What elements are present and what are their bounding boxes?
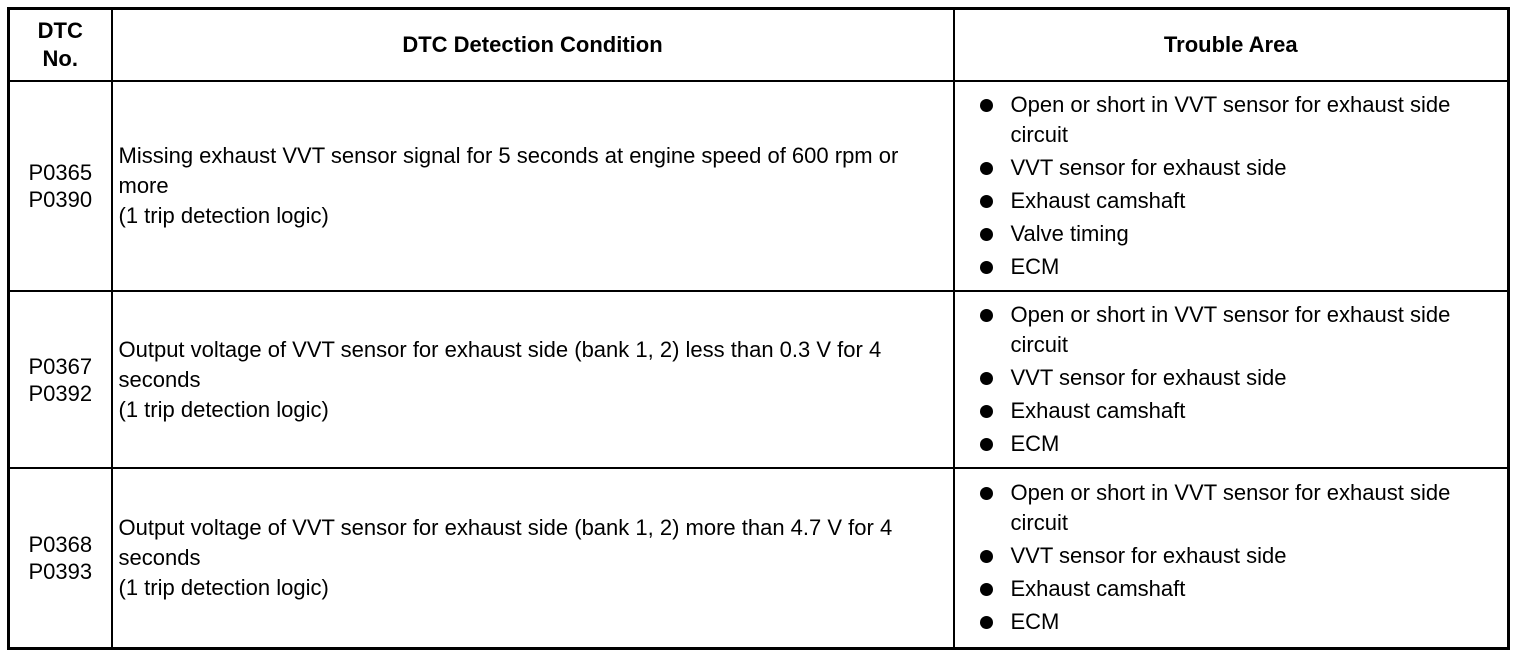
dtc-code-cell [9, 291, 112, 468]
bullet-icon [980, 162, 993, 175]
list-item [977, 219, 1500, 249]
list-item [977, 363, 1500, 393]
dtc-code: P0365 [28, 160, 93, 185]
list-item [977, 574, 1500, 604]
list-item [977, 186, 1500, 216]
trouble-area-text: Open or short in VVT sensor for exhaust side circuit [1010, 301, 1451, 357]
dtc-code: P0393 [28, 559, 93, 584]
trouble-area-list [977, 90, 1500, 282]
dtc-code: P0390 [28, 187, 93, 212]
bullet-icon [980, 99, 993, 112]
trouble-area-text: VVT sensor for exhaust side [1010, 154, 1287, 180]
bullet-icon [980, 438, 993, 451]
trouble-area-cell [954, 291, 1509, 468]
dtc-code: P0367 [28, 353, 93, 379]
trouble-area-text: VVT sensor for exhaust side [1010, 364, 1287, 390]
list-item [977, 153, 1500, 183]
detection-condition-cell [112, 468, 954, 649]
list-item [977, 541, 1500, 571]
trouble-area-text: ECM [1010, 430, 1060, 456]
table-row [9, 291, 1509, 468]
list-item [977, 252, 1500, 282]
bullet-icon [980, 228, 993, 241]
dtc-code-cell [9, 468, 112, 649]
condition-logic: (1 trip detection logic) [118, 575, 329, 600]
detection-condition-cell [112, 81, 954, 291]
bullet-icon [980, 550, 993, 563]
trouble-area-text: VVT sensor for exhaust side [1010, 543, 1287, 568]
trouble-area-text: Open or short in VVT sensor for exhaust side circuit [1010, 480, 1451, 535]
list-item [977, 300, 1500, 360]
trouble-area-text: Exhaust camshaft [1010, 576, 1186, 601]
list-item [977, 429, 1500, 459]
list-item [977, 90, 1500, 150]
header-trouble-area: Trouble Area [954, 9, 1509, 82]
dtc-code: P0368 [28, 532, 93, 557]
bullet-icon [980, 487, 993, 500]
bullet-icon [980, 616, 993, 629]
bullet-icon [980, 195, 993, 208]
table-row [9, 81, 1509, 291]
trouble-area-text: Open or short in VVT sensor for exhaust side circuit [1010, 91, 1451, 147]
header-row [9, 9, 1509, 82]
dtc-table [7, 7, 1510, 650]
trouble-area-text: Valve timing [1010, 220, 1129, 246]
dtc-code-cell [9, 81, 112, 291]
trouble-area-text: ECM [1010, 253, 1060, 279]
trouble-area-text: Exhaust camshaft [1010, 187, 1186, 213]
header-dtc-no: DTC No. [9, 9, 112, 82]
bullet-icon [980, 405, 993, 418]
condition-logic: (1 trip detection logic) [118, 203, 329, 228]
bullet-icon [980, 372, 993, 385]
bullet-icon [980, 309, 993, 322]
bullet-icon [980, 261, 993, 274]
dtc-code: P0392 [28, 380, 93, 406]
condition-logic: (1 trip detection logic) [118, 396, 329, 422]
bullet-icon [980, 583, 993, 596]
condition-text: Output voltage of VVT sensor for exhaust side (bank 1, 2) more than 4.7 V for 4 seconds [118, 515, 893, 570]
detection-condition-cell [112, 291, 954, 468]
trouble-area-cell [954, 468, 1509, 649]
list-item [977, 607, 1500, 637]
list-item [977, 396, 1500, 426]
condition-text: Output voltage of VVT sensor for exhaust side (bank 1, 2) less than 0.3 V for 4 seconds [118, 336, 882, 392]
header-detection-condition: DTC Detection Condition [112, 9, 954, 82]
trouble-area-list [977, 478, 1500, 637]
trouble-area-text: Exhaust camshaft [1010, 397, 1186, 423]
list-item [977, 478, 1500, 538]
trouble-area-cell [954, 81, 1509, 291]
trouble-area-text: ECM [1010, 609, 1060, 634]
table-row [9, 468, 1509, 649]
trouble-area-list [977, 300, 1500, 459]
condition-text: Missing exhaust VVT sensor signal for 5 seconds at engine speed of 600 rpm or more [118, 143, 899, 198]
